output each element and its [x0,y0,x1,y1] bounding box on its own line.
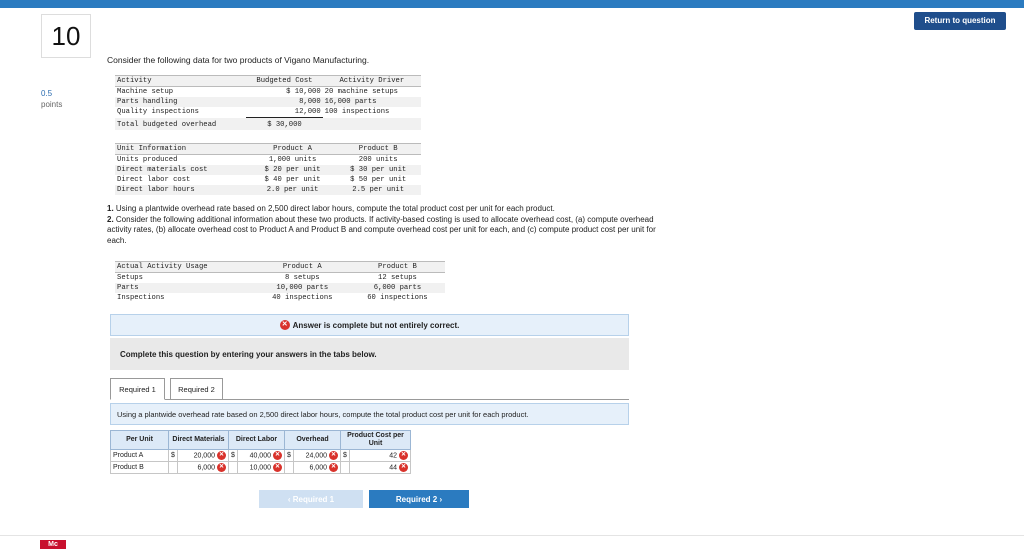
instructions [107,204,677,246]
table-cell: $ 20 per unit [264,166,321,174]
tab-required-1[interactable]: Required 1 [110,378,165,400]
table-cell: Quality inspections [117,108,199,117]
dm-input[interactable]: 6,000 ✕ [177,462,228,474]
top-accent-bar [0,0,1024,8]
table-cell: 2.0 per unit [266,186,319,194]
table-header: Budgeted Cost [246,76,322,87]
table-cell: 12,000 [246,107,322,118]
chevron-left-icon: ‹ [287,494,293,504]
product-cost-input[interactable]: 44 ✕ [349,462,410,474]
unit-info-table [115,143,421,195]
table-header: Actual Activity Usage [115,262,255,273]
table-cell: Units produced [117,156,178,164]
table-cell: $ 50 per unit [350,176,407,184]
instruction-1: 1. Using a plantwide overhead rate based on 2,500 direct labor hours, compute the total product cost per unit for each product. [107,204,555,213]
table-row [115,97,421,107]
footer-divider [0,535,1024,536]
table-row [115,185,421,195]
incorrect-x-icon: ✕ [274,464,281,470]
dl-input[interactable]: 10,000 ✕ [237,462,284,474]
table-row [115,293,445,303]
table-cell: 8,000 [299,98,321,106]
instruction-2: 2. Consider the following additional information about these two products. If activity-based costing is used to allocate overhead cost, (a) compute overhead activity rates, (b) allocate overhead cost to Product A and Product B and compute overhead cost per unit for each, and (c) compute product cost per unit for each. [107,214,656,245]
table-header: Direct Materials [169,431,229,450]
table-cell: 60 inspections [367,294,428,302]
answer-status-text: Answer is complete but not entirely correct. [292,320,460,330]
overhead-input[interactable]: 6,000 ✕ [293,462,340,474]
table-header: Product A [255,262,350,273]
incorrect-x-icon: ✕ [218,464,225,470]
table-row [115,175,421,185]
incorrect-x-icon: ✕ [400,464,407,470]
table-cell: Total budgeted overhead [117,120,217,129]
complete-question-text: Complete this question by entering your answers in the tabs below. [120,349,377,359]
currency-symbol: $ [341,450,350,462]
currency-symbol: $ [285,450,294,462]
table-cell: 6,000 parts [373,284,422,292]
points-info [41,88,62,110]
table-cell: Direct labor cost [117,176,191,184]
table-cell: $ 40 per unit [264,176,321,184]
table-header: Overhead [285,431,341,450]
dm-input[interactable]: 20,000 ✕ [177,450,228,462]
table-header: Product A [250,144,336,155]
table-cell: $ 30 per unit [350,166,407,174]
question-number: 10 [41,14,91,58]
table-header: Per Unit [111,431,169,450]
table-cell: Machine setup [117,88,174,96]
activity-usage-table [115,261,445,303]
requirement-prompt [110,403,629,425]
requirement-text: Using a plantwide overhead rate based on 2,500 direct labor hours, compute the total product cost per unit for each product. [117,409,529,419]
return-to-question-button[interactable]: Return to question [914,12,1006,30]
instructions-box [110,338,629,370]
table-cell: 1,000 units [268,156,317,164]
table-cell: 100 inspections [324,108,390,117]
table-row [115,87,421,98]
chevron-right-icon: › [437,494,443,504]
table-header: Product Cost per Unit [341,431,411,450]
incorrect-x-icon: ✕ [330,452,337,458]
incorrect-x-icon: ✕ [218,452,225,458]
dl-input[interactable]: 40,000 ✕ [237,450,284,462]
table-cell: Parts [117,284,139,292]
table-row [115,118,421,131]
table-row [115,107,421,118]
incorrect-x-icon: ✕ [330,464,337,470]
incorrect-x-icon: ✕ [274,452,281,458]
error-x-icon: ✕ [280,320,290,330]
prev-required-button[interactable]: ‹ Required 1 [259,490,363,508]
tab-required-2[interactable]: Required 2 [170,378,223,400]
points-value: 0.5 [41,89,53,98]
table-cell: Parts handling [117,98,178,106]
table-row [111,462,411,474]
table-row [115,155,421,166]
answer-status-banner [110,314,629,336]
table-cell: Inspections [117,294,165,302]
table-cell: 2.5 per unit [352,186,405,194]
table-cell: Direct labor hours [117,186,195,194]
table-header: Product B [335,144,421,155]
table-row [115,165,421,175]
table-cell: Setups [117,274,143,282]
table-header: Direct Labor [229,431,285,450]
row-label: Product B [111,462,169,474]
incorrect-x-icon: ✕ [400,452,407,458]
table-cell: $ 10,000 [286,88,321,96]
table-cell: 8 setups [285,274,320,282]
table-cell: 10,000 parts [276,284,329,292]
brand-logo: Mc [40,540,66,549]
table-cell: 16,000 parts [324,98,377,106]
table-cell: 12 setups [378,274,417,282]
next-required-button[interactable]: Required 2 › [369,490,469,508]
currency-symbol: $ [169,450,178,462]
table-header: Product B [350,262,445,273]
currency-symbol: $ [229,450,238,462]
product-cost-input[interactable]: 42 ✕ [349,450,410,462]
table-cell: 200 units [358,156,398,164]
table-row [115,283,445,293]
table-cell: $ 30,000 [267,121,302,129]
intro-text: Consider the following data for two products of Vigano Manufacturing. [107,55,370,65]
table-cell: Direct materials cost [117,166,208,174]
overhead-table [115,75,421,130]
table-cell: 40 inspections [272,294,333,302]
table-header: Unit Information [115,144,250,155]
table-header: Activity [115,76,246,87]
table-header: Activity Driver [323,76,421,87]
row-label: Product A [111,450,169,462]
overhead-input[interactable]: 24,000 ✕ [293,450,340,462]
answer-table [110,430,411,474]
table-cell: 20 machine setups [324,88,398,96]
table-row [111,450,411,462]
table-row [115,273,445,284]
points-label: points [41,100,63,109]
